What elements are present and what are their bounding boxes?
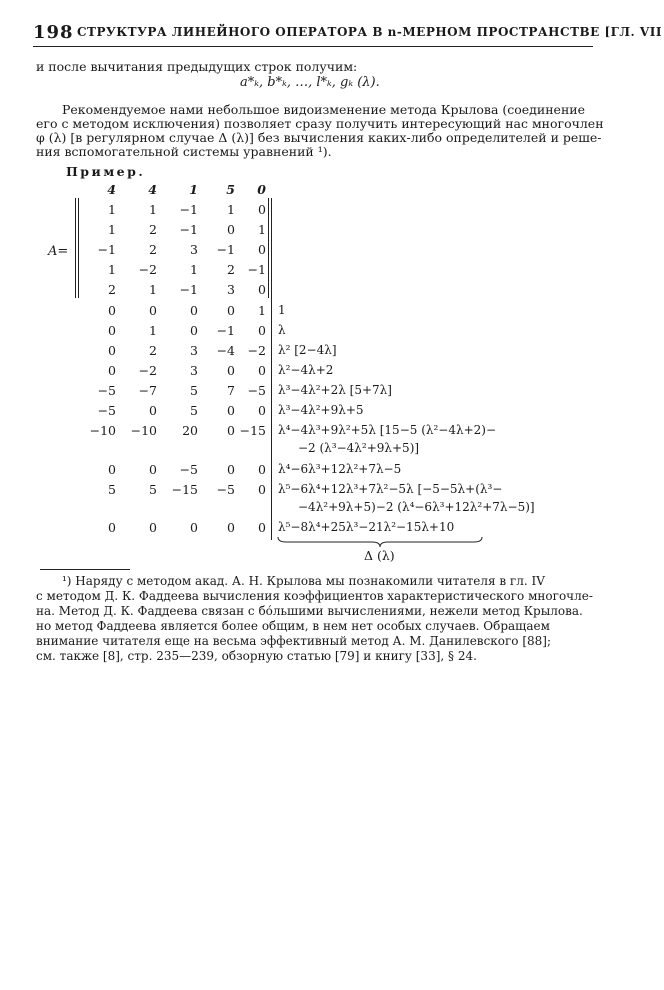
elimination-cell: 0 — [258, 403, 266, 418]
elimination-cell: −15 — [171, 482, 198, 497]
footnote-line: но метод Фаддеева является более общим, в нем нет особых случаев. Обращаем — [36, 619, 550, 633]
elimination-cell: −4 — [216, 343, 235, 358]
matrix-header-cell: 0 — [257, 182, 266, 197]
matrix-header-cell: 5 — [226, 182, 235, 197]
matrix-cell: 2 — [108, 282, 116, 297]
matrix-cell: −1 — [179, 222, 198, 237]
running-title: СТРУКТУРА ЛИНЕЙНОГО ОПЕРАТОРА В n-МЕРНОМ ПРОСТРАНСТВЕ [ГЛ. VII — [77, 25, 662, 39]
matrix-cell: 2 — [227, 262, 235, 277]
matrix-cell: −1 — [179, 202, 198, 217]
footnote-line: с методом Д. К. Фаддеева вычисления коэффициентов характеристического многочле- — [36, 589, 593, 603]
elimination-cell: −2 — [247, 343, 266, 358]
footnote-line: см. также [8], стр. 235—239, обзорную статью [79] и книгу [33], § 24. — [36, 649, 477, 663]
elimination-cell: 0 — [227, 303, 235, 318]
matrix-cell: −1 — [247, 262, 266, 277]
matrix-cell: 3 — [227, 282, 235, 297]
matrix-cell: 0 — [258, 202, 266, 217]
polynomial: λ⁴−6λ³+12λ²+7λ−5 — [278, 462, 402, 476]
paragraph-line: Рекомендуемое нами небольшое видоизменение метода Крылова (соединение — [62, 102, 585, 117]
matrix-cell: 1 — [149, 282, 157, 297]
elimination-cell: 1 — [258, 303, 266, 318]
elimination-cell: 0 — [190, 323, 198, 338]
elimination-cell: 0 — [258, 462, 266, 477]
elimination-cell: 0 — [108, 363, 116, 378]
matrix-cell: 0 — [258, 242, 266, 257]
polynomial: λ³−4λ²+9λ+5 — [278, 403, 364, 417]
elimination-cell: 0 — [190, 520, 198, 535]
matrix-header-cell: 4 — [148, 182, 157, 197]
paragraph-line: ния вспомогательной системы уравнений ¹). — [36, 144, 332, 159]
matrix-cell: 3 — [190, 242, 198, 257]
elimination-cell: 0 — [108, 323, 116, 338]
elimination-cell: 0 — [108, 343, 116, 358]
elimination-cell: −10 — [130, 423, 157, 438]
matrix-cell: 0 — [258, 282, 266, 297]
elimination-cell: 0 — [149, 403, 157, 418]
elimination-cell: −1 — [216, 323, 235, 338]
matrix-cell: 1 — [108, 222, 116, 237]
matrix-label: A= — [48, 244, 69, 259]
matrix-cell: −1 — [179, 282, 198, 297]
elimination-cell: −15 — [239, 423, 266, 438]
polynomial: λ³−4λ²+2λ [5+7λ] — [278, 383, 392, 397]
elimination-rule — [271, 298, 272, 540]
elimination-cell: 0 — [227, 403, 235, 418]
matrix-cell: 1 — [149, 202, 157, 217]
polynomial: λ²−4λ+2 — [278, 363, 334, 377]
matrix-header-cell: 4 — [107, 182, 116, 197]
elimination-cell: 0 — [227, 462, 235, 477]
elimination-cell: 0 — [149, 462, 157, 477]
elimination-cell: 0 — [108, 520, 116, 535]
matrix-left-rule — [78, 198, 79, 298]
elimination-cell: −5 — [97, 383, 116, 398]
intro-line: и после вычитания предыдущих строк получим: — [36, 59, 358, 74]
page-header — [33, 22, 662, 44]
polynomial: λ⁴−4λ³+9λ²+5λ [15−5 (λ²−4λ+2)− — [278, 423, 497, 437]
elimination-cell: 2 — [149, 343, 157, 358]
footnote-line: ¹) Наряду с методом акад. А. Н. Крылова мы познакомили читателя в гл. IV — [62, 574, 545, 588]
elimination-cell: 20 — [182, 423, 198, 438]
header-rule — [33, 46, 593, 47]
footnote-rule — [40, 569, 130, 570]
matrix-cell: 0 — [227, 222, 235, 237]
page-number: 198 — [33, 22, 74, 43]
polynomial: λ² [2−4λ] — [278, 343, 337, 357]
matrix-cell: 1 — [190, 262, 198, 277]
footnote-line: на. Метод Д. К. Фаддеева связан с бо́льшими вычислениями, нежели метод Крылова. — [36, 604, 583, 618]
elimination-cell: 0 — [108, 462, 116, 477]
elimination-cell: 5 — [108, 482, 116, 497]
polynomial: λ — [278, 323, 286, 337]
elimination-cell: −5 — [216, 482, 235, 497]
matrix-right-rule — [271, 198, 272, 298]
elimination-cell: −5 — [97, 403, 116, 418]
elimination-cell: −7 — [138, 383, 157, 398]
elimination-cell: 5 — [190, 383, 198, 398]
elimination-cell: 0 — [258, 363, 266, 378]
paragraph-line: φ (λ) [в регулярном случае Δ (λ)] без вычисления каких-либо определителей и реше- — [36, 130, 602, 145]
elimination-cell: 0 — [190, 303, 198, 318]
elimination-cell: 3 — [190, 363, 198, 378]
elimination-cell: 7 — [227, 383, 235, 398]
paragraph-line: его с методом исключения) позволяет сразу получить интересующий нас многочлен — [36, 116, 604, 131]
polynomial: 1 — [278, 303, 286, 317]
elimination-cell: 5 — [149, 482, 157, 497]
matrix-cell: −2 — [138, 262, 157, 277]
matrix-cell: 1 — [258, 222, 266, 237]
matrix-cell: 1 — [108, 262, 116, 277]
elimination-cell: 0 — [227, 423, 235, 438]
footnote-line: внимание читателя еще на весьма эффективный метод А. М. Данилевского [88]; — [36, 634, 552, 648]
polynomial-continuation: −2 (λ³−4λ²+9λ+5)] — [298, 441, 420, 455]
example-label: Пример. — [66, 164, 146, 179]
elimination-cell: 0 — [258, 323, 266, 338]
matrix-cell: −1 — [216, 242, 235, 257]
elimination-cell: 0 — [108, 303, 116, 318]
matrix-header-cell: 1 — [189, 182, 198, 197]
elimination-cell: 0 — [227, 520, 235, 535]
elimination-cell: 0 — [227, 363, 235, 378]
matrix-left-rule — [75, 198, 76, 298]
elimination-cell: 1 — [149, 323, 157, 338]
matrix-cell: 1 — [108, 202, 116, 217]
elimination-cell: −10 — [89, 423, 116, 438]
elimination-cell: 0 — [258, 520, 266, 535]
polynomial-continuation: −4λ²+9λ+5)−2 (λ⁴−6λ³+12λ²+7λ−5)] — [298, 500, 535, 514]
elimination-cell: 0 — [258, 482, 266, 497]
underbrace — [276, 535, 484, 549]
elimination-cell: 3 — [190, 343, 198, 358]
matrix-cell: 2 — [149, 222, 157, 237]
elimination-cell: 0 — [149, 303, 157, 318]
matrix-right-rule — [268, 198, 269, 298]
result-label: Δ (λ) — [364, 548, 395, 563]
elimination-cell: −5 — [179, 462, 198, 477]
elimination-cell: 5 — [190, 403, 198, 418]
elimination-cell: 0 — [149, 520, 157, 535]
polynomial: λ⁵−6λ⁴+12λ³+7λ²−5λ [−5−5λ+(λ³− — [278, 482, 503, 496]
matrix-cell: 2 — [149, 242, 157, 257]
elimination-cell: −5 — [247, 383, 266, 398]
elimination-cell: −2 — [138, 363, 157, 378]
intro-formula: a*ₖ, b*ₖ, …, l*ₖ, gₖ (λ). — [240, 75, 380, 90]
polynomial: λ⁵−8λ⁴+25λ³−21λ²−15λ+10 — [278, 520, 455, 534]
matrix-cell: −1 — [97, 242, 116, 257]
matrix-cell: 1 — [227, 202, 235, 217]
